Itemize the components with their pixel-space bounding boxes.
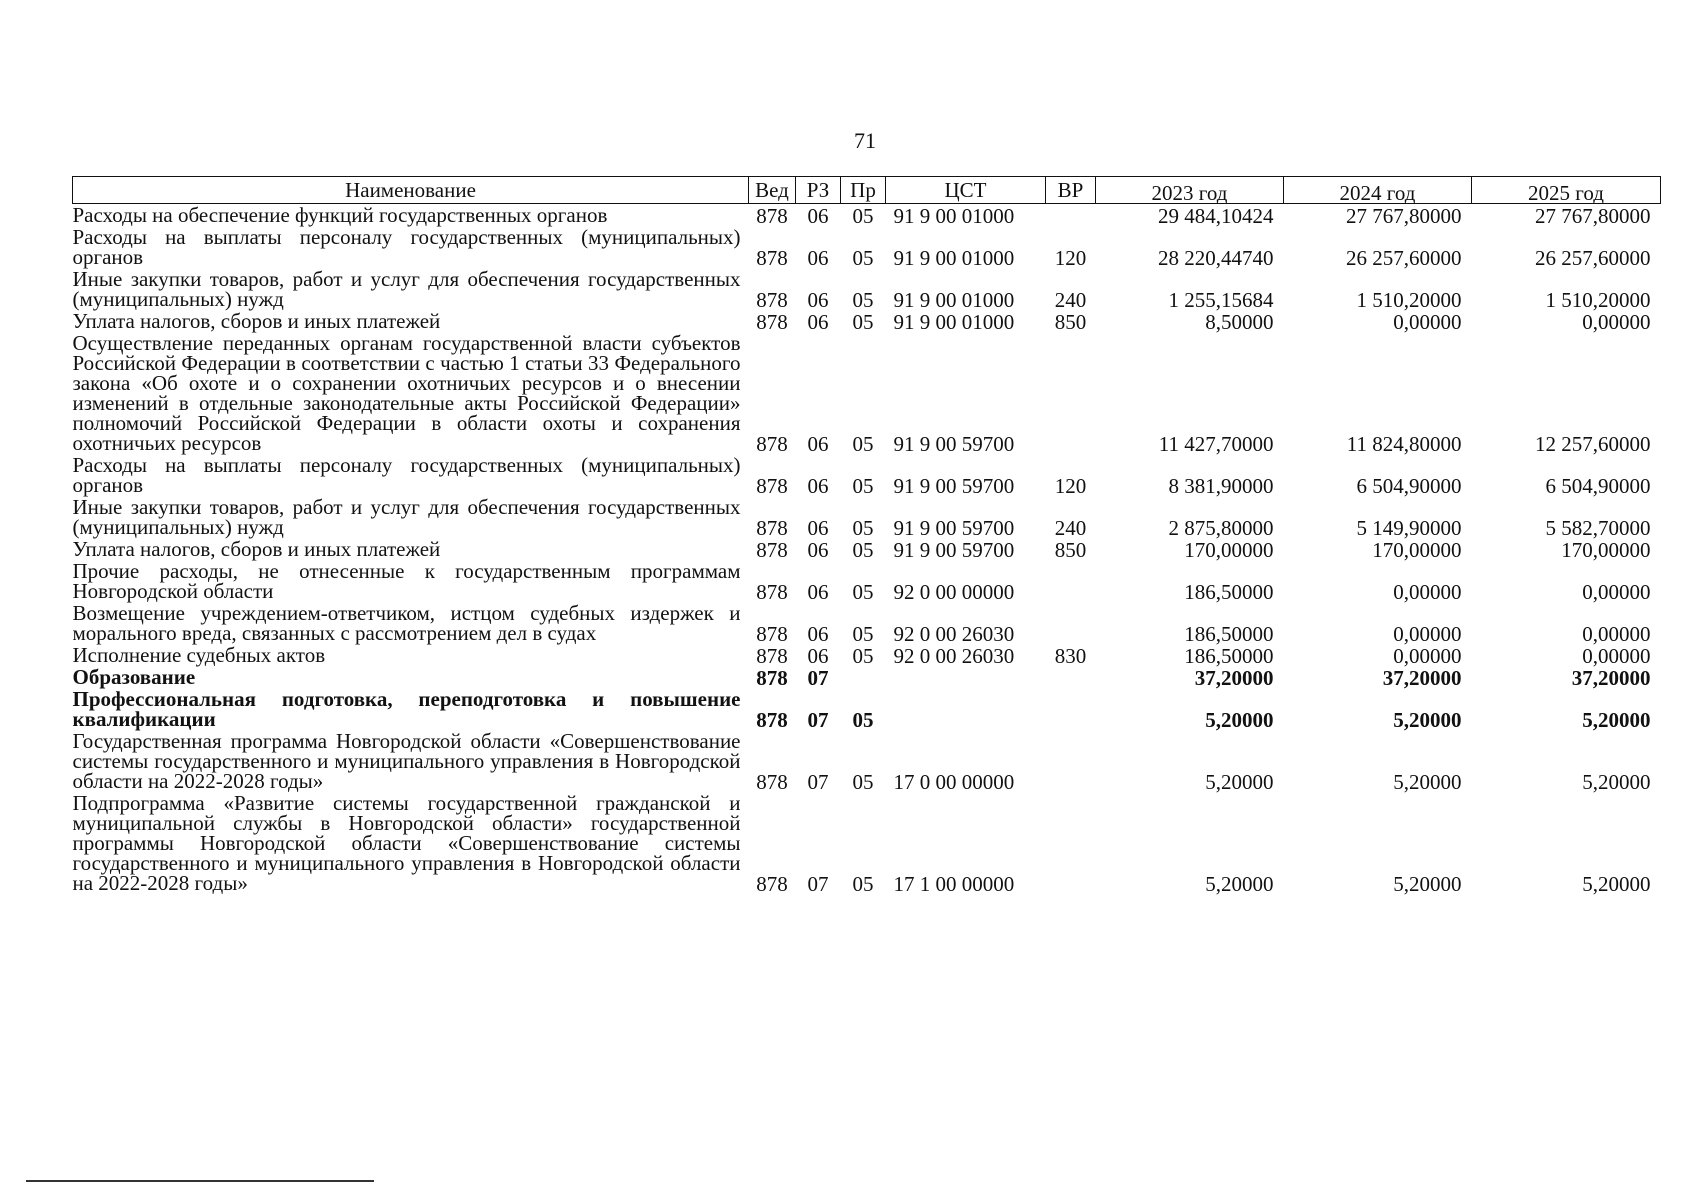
header-2024: 2024 год <box>1284 177 1472 204</box>
cell-ved: 878 <box>756 246 788 270</box>
cell-2023: 11 427,70000 <box>1158 432 1274 456</box>
cell-rz: 06 <box>807 580 829 604</box>
cell-2024: 5 149,90000 <box>1356 516 1462 540</box>
cell-cst: 92 0 00 00000 <box>893 580 1015 604</box>
cell-pr: 05 <box>852 288 874 312</box>
cell-pr: 05 <box>852 516 874 540</box>
cell-ved: 878 <box>756 538 788 562</box>
table-row <box>73 644 1661 666</box>
cell-vr: 830 <box>1054 644 1087 668</box>
table-row <box>73 454 1661 496</box>
cell-2025: 0,00000 <box>1582 644 1651 668</box>
cell-2023: 186,50000 <box>1184 580 1274 604</box>
header-vr: ВР <box>1046 177 1096 204</box>
cell-rz: 06 <box>807 288 829 312</box>
cell-2025: 5,20000 <box>1582 770 1651 794</box>
cell-pr: 05 <box>852 538 874 562</box>
table-header-row <box>73 177 1661 204</box>
cell-name: Подпрограмма «Развитие системы государственной гражданской и муниципальной службы в Новгородской области» государственной программы Новгородской области «Совершенствование системы государственного и муниципального управления в Новгородской области на 2022-2028 годы» <box>72 791 741 895</box>
table-row <box>73 792 1661 894</box>
cell-ved: 878 <box>756 288 788 312</box>
cell-pr: 05 <box>852 474 874 498</box>
cell-2024: 5,20000 <box>1393 708 1462 732</box>
cell-2024: 27 767,80000 <box>1346 204 1462 228</box>
cell-2023: 37,20000 <box>1194 666 1274 690</box>
cell-2025: 5 582,70000 <box>1545 516 1651 540</box>
table-row <box>73 204 1661 227</box>
cell-2024: 1 510,20000 <box>1356 288 1462 312</box>
header-2025: 2025 год <box>1472 177 1661 204</box>
cell-name: Расходы на выплаты персоналу государственных (муниципальных) органов <box>72 225 741 269</box>
cell-name: Возмещение учреждением-ответчиком, истцом судебных издержек и морального вреда, связанных с рассмотрением дел в судах <box>72 601 741 645</box>
cell-2023: 29 484,10424 <box>1158 204 1274 228</box>
budget-table <box>72 176 1661 894</box>
cell-ved: 878 <box>756 666 788 690</box>
table-row <box>73 560 1661 602</box>
header-pr: Пр <box>841 177 886 204</box>
cell-cst: 91 9 00 01000 <box>893 288 1015 312</box>
cell-vr <box>1046 730 1096 792</box>
table-row <box>73 602 1661 644</box>
cell-2025: 0,00000 <box>1582 310 1651 334</box>
table-body <box>73 204 1661 895</box>
cell-2025: 6 504,90000 <box>1545 474 1651 498</box>
table-row <box>73 310 1661 332</box>
header-ved: Вед <box>749 177 796 204</box>
cell-vr: 850 <box>1054 538 1087 562</box>
cell-name: Уплата налогов, сборов и иных платежей <box>72 537 441 561</box>
cell-cst: 92 0 00 26030 <box>893 622 1015 646</box>
cell-name: Уплата налогов, сборов и иных платежей <box>72 309 441 333</box>
cell-2025: 26 257,60000 <box>1535 246 1651 270</box>
footer-divider <box>26 1180 374 1182</box>
cell-2025: 170,00000 <box>1561 538 1651 562</box>
cell-ved: 878 <box>756 770 788 794</box>
cell-name: Осуществление переданных органам государственной власти субъектов Российской Федерации в соответствии с частью 1 статьи 33 Федерального закона «Об охоте и о сохранении охотничьих ресурсов и о внесении изменений в отдельные законодательные акты Российской Федерации» полномочий Российской Федерации в области охоты и сохранения охотничьих ресурсов <box>72 331 741 455</box>
cell-2023: 5,20000 <box>1205 770 1274 794</box>
cell-2024: 0,00000 <box>1393 622 1462 646</box>
cell-ved: 878 <box>756 432 788 456</box>
cell-name: Иные закупки товаров, работ и услуг для обеспечения государственных (муниципальных) нужд <box>72 267 741 311</box>
cell-2025: 0,00000 <box>1582 580 1651 604</box>
cell-pr <box>841 666 886 688</box>
header-rz: РЗ <box>796 177 841 204</box>
cell-name: Исполнение судебных актов <box>72 643 326 667</box>
header-name: Наименование <box>73 177 749 204</box>
cell-rz: 07 <box>807 770 829 794</box>
cell-cst: 91 9 00 01000 <box>893 310 1015 334</box>
cell-2025: 37,20000 <box>1571 666 1651 690</box>
table-row <box>73 666 1661 688</box>
cell-vr <box>1046 688 1096 730</box>
cell-2023: 28 220,44740 <box>1158 246 1274 270</box>
table-row <box>73 226 1661 268</box>
cell-cst: 91 9 00 59700 <box>893 516 1015 540</box>
cell-2024: 5,20000 <box>1393 770 1462 794</box>
cell-vr: 120 <box>1054 474 1087 498</box>
cell-ved: 878 <box>756 872 788 896</box>
cell-vr <box>1046 332 1096 454</box>
cell-pr: 05 <box>852 708 874 732</box>
cell-vr: 120 <box>1054 246 1087 270</box>
cell-2023: 186,50000 <box>1184 622 1274 646</box>
cell-vr <box>1046 204 1096 227</box>
cell-name: Государственная программа Новгородской области «Совершенствование системы государственного и муниципального управления в Новгородской области на 2022-2028 годы» <box>72 729 741 793</box>
cell-2024: 26 257,60000 <box>1346 246 1462 270</box>
cell-cst: 91 9 00 59700 <box>893 474 1015 498</box>
cell-rz: 06 <box>807 204 829 228</box>
cell-2025: 1 510,20000 <box>1545 288 1651 312</box>
cell-rz: 06 <box>807 310 829 334</box>
cell-2023: 8,50000 <box>1205 310 1274 334</box>
cell-ved: 878 <box>756 474 788 498</box>
cell-cst: 91 9 00 59700 <box>893 538 1015 562</box>
cell-2025: 5,20000 <box>1582 872 1651 896</box>
cell-pr: 05 <box>852 872 874 896</box>
cell-2024: 170,00000 <box>1372 538 1462 562</box>
cell-ved: 878 <box>756 310 788 334</box>
cell-cst: 17 1 00 00000 <box>893 872 1015 896</box>
header-2023: 2023 год <box>1096 177 1284 204</box>
cell-name: Расходы на обеспечение функций государственных органов <box>72 203 608 227</box>
cell-name: Иные закупки товаров, работ и услуг для обеспечения государственных (муниципальных) нужд <box>72 495 741 539</box>
table-row <box>73 496 1661 538</box>
cell-pr: 05 <box>852 622 874 646</box>
cell-cst: 91 9 00 01000 <box>893 246 1015 270</box>
cell-pr: 05 <box>852 770 874 794</box>
cell-name: Профессиональная подготовка, переподготовка и повышение квалификации <box>72 687 741 731</box>
cell-pr: 05 <box>852 310 874 334</box>
cell-pr: 05 <box>852 246 874 270</box>
page-number: 71 <box>854 128 876 153</box>
cell-rz: 07 <box>807 708 829 732</box>
cell-rz: 06 <box>807 246 829 270</box>
cell-pr: 05 <box>852 432 874 456</box>
cell-pr: 05 <box>852 580 874 604</box>
cell-ved: 878 <box>756 708 788 732</box>
cell-rz: 06 <box>807 538 829 562</box>
table-row <box>73 538 1661 560</box>
cell-2024: 6 504,90000 <box>1356 474 1462 498</box>
cell-2024: 5,20000 <box>1393 872 1462 896</box>
cell-cst <box>886 688 1046 730</box>
cell-ved: 878 <box>756 204 788 228</box>
cell-cst: 92 0 00 26030 <box>893 644 1015 668</box>
cell-vr <box>1046 792 1096 894</box>
cell-pr: 05 <box>852 204 874 228</box>
cell-2025: 0,00000 <box>1582 622 1651 646</box>
cell-rz: 06 <box>807 474 829 498</box>
cell-rz: 07 <box>807 872 829 896</box>
cell-vr <box>1046 666 1096 688</box>
cell-vr: 850 <box>1054 310 1087 334</box>
cell-name: Расходы на выплаты персоналу государственных (муниципальных) органов <box>72 453 741 497</box>
cell-2023: 8 381,90000 <box>1168 474 1274 498</box>
cell-cst: 17 0 00 00000 <box>893 770 1015 794</box>
cell-2023: 5,20000 <box>1205 872 1274 896</box>
cell-vr: 240 <box>1054 516 1087 540</box>
table-row <box>73 268 1661 310</box>
table-row <box>73 688 1661 730</box>
cell-2025: 12 257,60000 <box>1535 432 1651 456</box>
cell-ved: 878 <box>756 644 788 668</box>
cell-cst <box>886 666 1046 688</box>
cell-ved: 878 <box>756 580 788 604</box>
cell-2024: 0,00000 <box>1393 644 1462 668</box>
cell-2023: 170,00000 <box>1184 538 1274 562</box>
cell-vr <box>1046 602 1096 644</box>
cell-cst: 91 9 00 59700 <box>893 432 1015 456</box>
cell-ved: 878 <box>756 516 788 540</box>
cell-vr <box>1046 560 1096 602</box>
cell-rz: 06 <box>807 432 829 456</box>
cell-2023: 186,50000 <box>1184 644 1274 668</box>
table-row <box>73 332 1661 454</box>
cell-ved: 878 <box>756 622 788 646</box>
cell-2024: 37,20000 <box>1382 666 1462 690</box>
cell-2024: 11 824,80000 <box>1346 432 1462 456</box>
cell-2023: 5,20000 <box>1205 708 1274 732</box>
cell-vr: 240 <box>1054 288 1087 312</box>
cell-name: Прочие расходы, не отнесенные к государственным программам Новгородской области <box>72 559 741 603</box>
cell-2023: 2 875,80000 <box>1168 516 1274 540</box>
cell-2024: 0,00000 <box>1393 310 1462 334</box>
cell-rz: 06 <box>807 622 829 646</box>
cell-name: Образование <box>72 665 196 689</box>
header-cst: ЦСТ <box>886 177 1046 204</box>
cell-2025: 27 767,80000 <box>1535 204 1651 228</box>
cell-rz: 06 <box>807 516 829 540</box>
cell-rz: 06 <box>807 644 829 668</box>
cell-2025: 5,20000 <box>1582 708 1651 732</box>
cell-pr: 05 <box>852 644 874 668</box>
cell-2024: 0,00000 <box>1393 580 1462 604</box>
cell-cst: 91 9 00 01000 <box>893 204 1015 228</box>
cell-rz: 07 <box>807 666 829 690</box>
table-row <box>73 730 1661 792</box>
cell-2023: 1 255,15684 <box>1168 288 1274 312</box>
